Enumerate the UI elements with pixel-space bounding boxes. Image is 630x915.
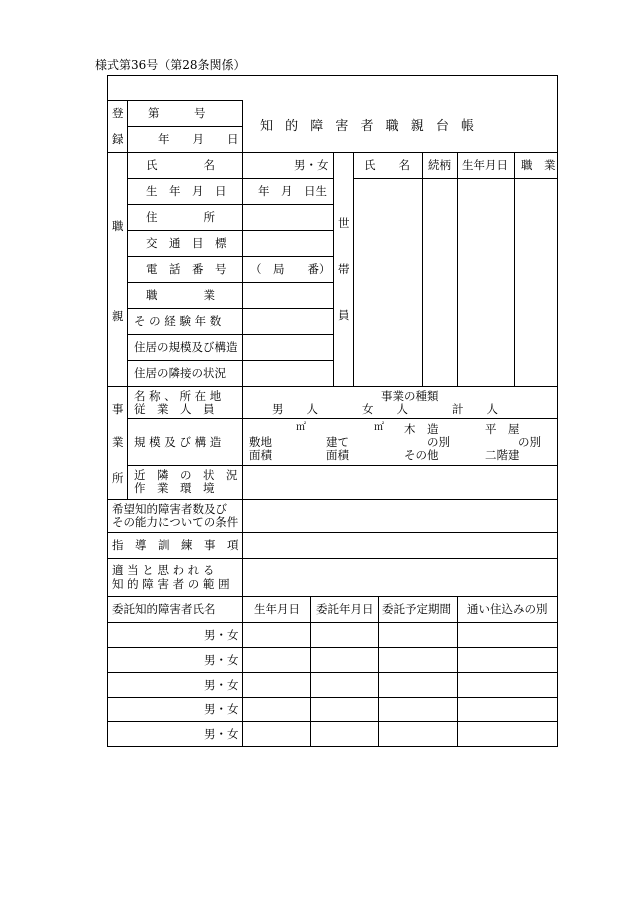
two-story-label: 二階建: [485, 448, 520, 462]
row-sex-1: 男・女: [204, 628, 239, 642]
other-label: その他: [404, 448, 439, 462]
label-range-2: 知 的 障 害 者 の 範 囲: [112, 577, 230, 591]
hdr-birthdate: 生年月日: [254, 602, 300, 616]
hdr-commute: 通い住込みの別: [467, 602, 548, 616]
wood-label: 木 造: [404, 422, 439, 436]
household-side-3: 員: [338, 308, 350, 322]
label-name: 氏 名: [146, 158, 215, 172]
betsu-b: の別: [518, 435, 541, 449]
label-scale-structure: 規 模 及 び 構 造: [134, 435, 222, 449]
form-title: 知 的 障 害 者 職 親 台 帳: [260, 119, 479, 134]
label-phone: 電 話 番 号: [146, 262, 227, 276]
building-label-2: 面積: [326, 448, 349, 462]
label-birthdate: 生 年 月 日: [146, 184, 227, 198]
reg-date-label: 年 月 日: [158, 132, 239, 146]
value-phone: （ 局 番）: [250, 262, 331, 276]
reg-number-label: 第 号: [148, 106, 206, 120]
label-range-1: 適 当 と 思 わ れ る: [112, 563, 215, 577]
label-neighbor: 近 隣 の 状 況: [134, 468, 238, 482]
label-house-structure: 住居の規模及び構造: [134, 340, 238, 354]
employees-male: 男 人: [272, 402, 318, 416]
value-birthdate: 年 月 日生: [258, 184, 327, 198]
flat-label: 平 屋: [485, 422, 520, 436]
row-sex-4: 男・女: [204, 702, 239, 716]
household-side-2: 帯: [338, 262, 350, 276]
shokushin-side-1: 職: [112, 219, 124, 233]
hh-header-name: 氏 名: [364, 158, 410, 172]
household-side-1: 世: [338, 216, 350, 230]
label-name-location: 名 称 、 所 在 地: [134, 389, 222, 403]
hh-header-job: 職 業: [521, 158, 556, 172]
label-transport: 交 通 目 標: [146, 236, 227, 250]
hh-header-relation: 続柄: [428, 158, 451, 172]
jigyosho-side-2: 業: [112, 435, 124, 449]
site-area-label-2: 面積: [249, 448, 272, 462]
label-wish-2: その能力についての条件: [112, 515, 239, 529]
reg-side-2: 録: [112, 132, 124, 146]
m2-b: ㎡: [374, 422, 384, 433]
hdr-entrust-period: 委託予定期間: [382, 602, 451, 616]
form-header: 様式第36号（第28条関係）: [95, 58, 246, 72]
site-area-label: 敷地: [249, 435, 272, 449]
label-occupation: 職 業: [146, 288, 215, 302]
building-label: 建て: [326, 435, 349, 449]
hdr-entrusted-name: 委託知的障害者氏名: [112, 602, 216, 616]
betsu-a: の別: [427, 435, 450, 449]
jigyosho-side-1: 事: [112, 402, 124, 416]
row-sex-3: 男・女: [204, 678, 239, 692]
business-type: 事業の種類: [381, 389, 439, 403]
reg-side-1: 登: [112, 106, 124, 120]
label-employees: 従 業 人 員: [134, 402, 215, 416]
jigyosho-side-3: 所: [112, 471, 124, 485]
label-house-neighbor: 住居の隣接の状況: [134, 366, 226, 380]
m2-a: ㎡: [296, 422, 306, 433]
employees-total: 計 人: [452, 402, 498, 416]
row-sex-5: 男・女: [204, 727, 239, 741]
label-guidance: 指 導 訓 練 事 項: [112, 538, 239, 552]
value-sex: 男・女: [294, 158, 329, 172]
hdr-entrust-date: 委託年月日: [316, 602, 374, 616]
label-experience: そ の 経 験 年 数: [134, 314, 222, 328]
label-wish-1: 希望知的障害者数及び: [112, 502, 227, 516]
label-address: 住 所: [146, 210, 215, 224]
shokushin-side-2: 親: [112, 309, 124, 323]
row-sex-2: 男・女: [204, 653, 239, 667]
hh-header-birth: 生年月日: [462, 158, 508, 172]
label-work-env: 作 業 環 境: [134, 481, 215, 495]
employees-female: 女 人: [362, 402, 408, 416]
